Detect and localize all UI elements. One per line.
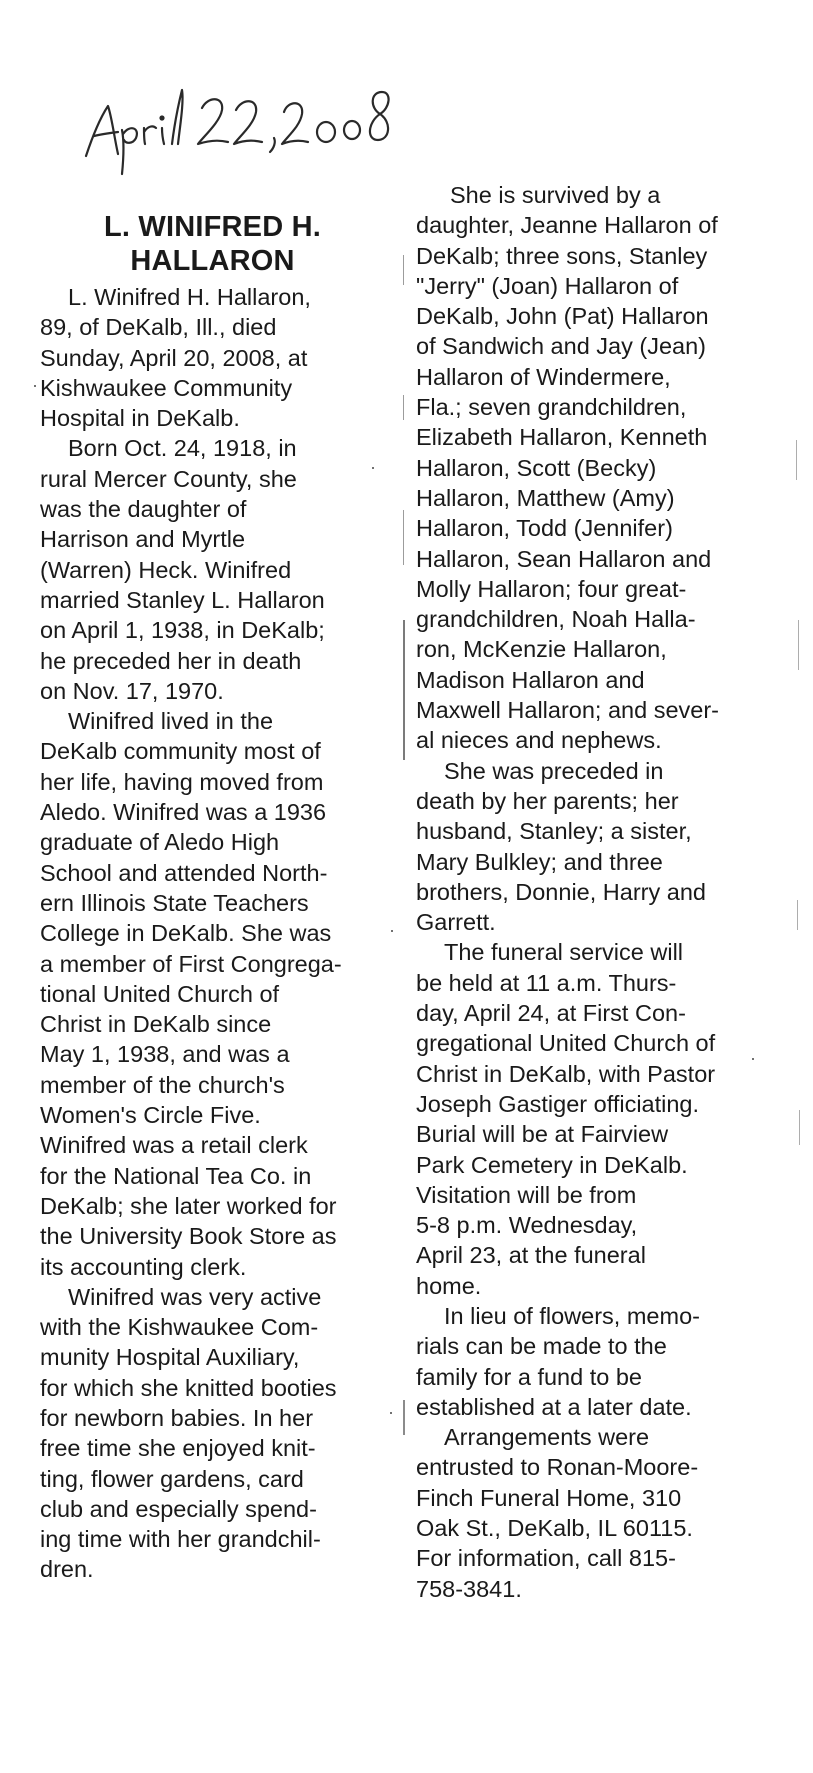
handwritten-date [78, 78, 408, 178]
paragraph-arrangements: Arrangements were entrusted to Ronan-Moore- Finch Funeral Home, 310 Oak St., DeKalb, IL 60115. For information, call 815- 758-3841. [416, 1424, 699, 1602]
paragraph-life-career: Winifred lived in the DeKalb community most of her life, having moved from Aledo. Winifred was a 1936 graduate of Aledo High School and attended North- ern Illinois State Teachers College in DeKalb. She was a member of First Congrega- tional United Church of Christ in DeKalb since May 1, 1938, and was a member of the church's Women's Circle Five. Winifred was a retail clerk for the National Tea Co. in DeKalb; she later worked for the University Book Store as its accounting clerk. [40, 708, 342, 1280]
obituary-left-column [40, 202, 385, 1585]
scan-edge-mark [797, 900, 798, 930]
column-divider-mark [403, 620, 405, 760]
scan-speck [391, 930, 393, 932]
column-divider-mark [403, 1400, 405, 1435]
scan-edge-mark [796, 440, 797, 480]
scan-speck [752, 1058, 754, 1060]
paragraph-memorials: In lieu of flowers, memo- rials can be made to the family for a fund to be established at a later date. [416, 1302, 700, 1420]
obituary-right-column [416, 180, 784, 1604]
obituary-headline: L. WINIFRED H. HALLARON [103, 211, 322, 277]
paragraph-survivors: She is survived by a daughter, Jeanne Hallaron of DeKalb; three sons, Stanley "Jerry" (Joan) Hallaron of DeKalb, John (Pat) Hallaron of Sandwich and Jay (Jean) Hallaron of Windermere, Fla.; seven grandchildren, Elizabeth Hallaron, Kenneth Hallaron, Scott (Becky) Hallaron, Matthew (Amy) Hallaron, Todd (Jennifer) Hallaron, Sean Hallaron and Molly Hallaron; four great- grandchildren, Noah Halla- ron, McKenzie Hallaron, Madison Hallaron and Maxwell Hallaron; and sever- al nieces and nephews. [416, 182, 720, 754]
handwritten-date-signature [78, 78, 408, 178]
scan-speck [372, 467, 374, 469]
paragraph-hobbies: Winifred was very active with the Kishwaukee Com- munity Hospital Auxiliary, for which she knitted booties for newborn babies. In her free time she enjoyed knit- ting, flower gardens, card club and especially spend- ing time with her grandchil- dren. [40, 1283, 337, 1583]
paragraph-funeral-service: The funeral service will be held at 11 a.m. Thurs- day, April 24, at First Con- gregational United Church of Christ in DeKalb, with Pastor Joseph Gastiger officiating. Burial will be at Fairview Park Cemetery in DeKalb. Visitation will be from 5-8 p.m. Wednesday, April 23, at the funeral home. [416, 939, 716, 1299]
scan-edge-mark [798, 620, 799, 670]
paragraph-death-notice: L. Winifred H. Hallaron, 89, of DeKalb, Ill., died Sunday, April 20, 2008, at Kishwaukee Community Hospital in DeKalb. [40, 284, 311, 432]
column-divider-mark [403, 255, 404, 285]
paragraph-preceded-in-death: She was preceded in death by her parents; her husband, Stanley; a sister, Mary Bulkley; and three brothers, Donnie, Harry and Garrett. [416, 757, 706, 936]
scan-edge-mark [799, 1110, 800, 1145]
paragraph-birth-marriage: Born Oct. 24, 1918, in rural Mercer County, she was the daughter of Harrison and Myrtle (Warren) Heck. Winifred married Stanley L. Hallaron on April 1, 1938, in DeKalb; he preceded her in death on Nov. 17, 1970. [40, 435, 325, 704]
column-divider-mark [403, 395, 404, 420]
scan-speck [34, 385, 36, 387]
column-divider-mark [403, 510, 404, 565]
scan-speck [390, 1412, 392, 1414]
